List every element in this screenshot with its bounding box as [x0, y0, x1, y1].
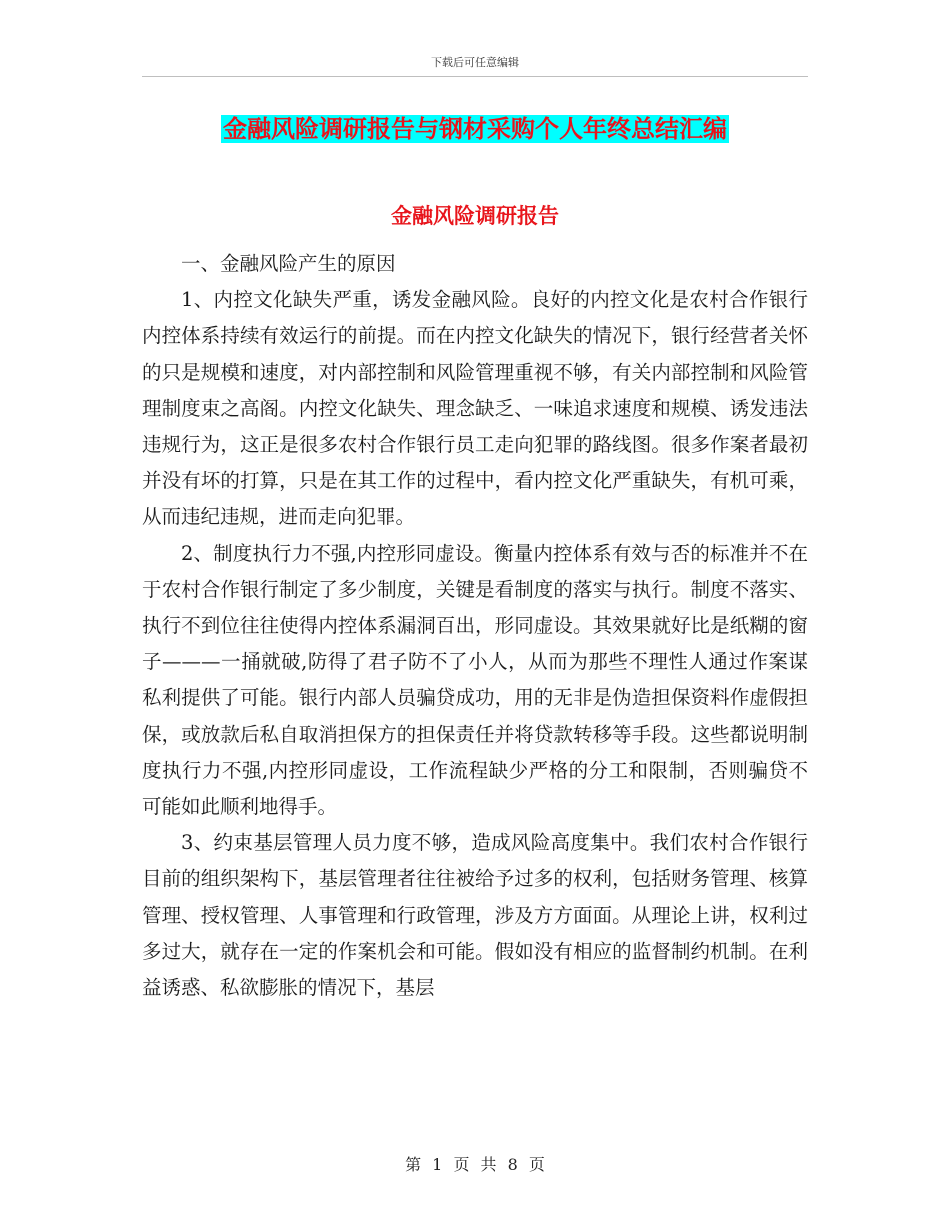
document-title [0, 112, 950, 146]
heading-causes: 一、金融风险产生的原因 [181, 252, 396, 275]
page-indicator: 第 1 页 共 8 页 [405, 1155, 545, 1174]
document-body [142, 246, 808, 1006]
header-divider [142, 76, 808, 77]
paragraph-2: 2、制度执行力不强,内控形同虚设。衡量内控体系有效与否的标准并不在于农村合作银行制定了多少制度，关键是看制度的落实与执行。制度不落实、执行不到位往往使得内控体系漏洞百出，形同虚设。其效果就好比是纸糊的窗子———一捅就破,防得了君子防不了小人，从而为那些不理性人通过作案谋私利提供了可能。银行内部人员骗贷成功，用的无非是伪造担保资料作虚假担保，或放款后私自取消担保方的担保责任并将贷款转移等手段。这些都说明制度执行力不强,内控形同虚设，工作流程缺少严格的分工和限制，否则骗贷不可能如此顺利地得手。 [142, 541, 808, 819]
paragraph-1: 1、内控文化缺失严重，诱发金融风险。良好的内控文化是农村合作银行内控体系持续有效运行的前提。而在内控文化缺失的情况下，银行经营者关怀的只是规模和速度，对内部控制和风险管理重视不够，有关内部控制和风险管理制度束之高阁。内控文化缺失、理念缺乏、一味追求速度和规模、诱发违法违规行为，这正是很多农村合作银行员工走向犯罪的路线图。很多作案者最初并没有坏的打算，只是在其工作的过程中，看内控文化严重缺失，有机可乘，从而违纪违规，进而走向犯罪。 [142, 288, 808, 529]
document-title-text: 金融风险调研报告与钢材采购个人年终总结汇编 [223, 115, 727, 143]
section-title: 金融风险调研报告 [391, 204, 559, 228]
paragraph-3: 3、约束基层管理人员力度不够，造成风险高度集中。我们农村合作银行目前的组织架构下，基层管理者往往被给予过多的权利，包括财务管理、核算管理、授权管理、人事管理和行政管理，涉及方方面面。从理论上讲，权利过多过大，就存在一定的作案机会和可能。假如没有相应的监督制约机制。在利益诱惑、私欲膨胀的情况下，基层 [142, 831, 808, 1000]
header-note: 下载后可任意编辑 [431, 56, 519, 69]
